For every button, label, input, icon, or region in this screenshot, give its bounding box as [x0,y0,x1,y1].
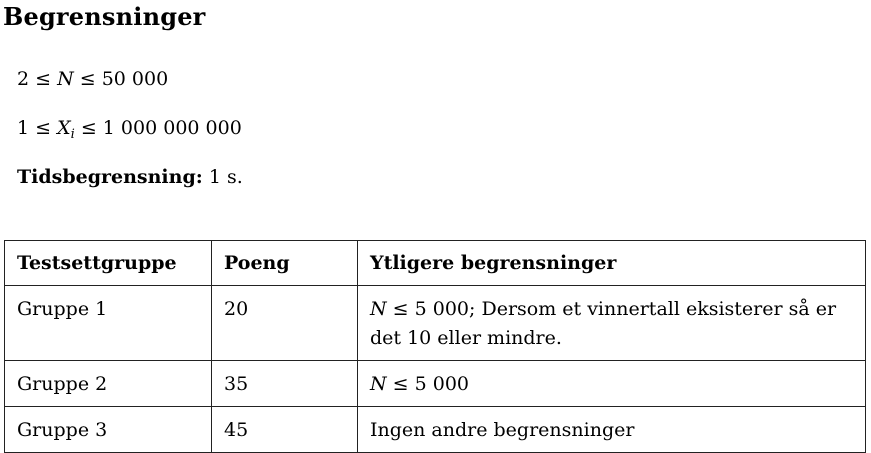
x-variable: X [57,117,71,139]
header-group: Testsettgruppe [5,241,212,286]
constraint-variable: N [370,373,387,395]
points-cell: 35 [212,361,358,407]
n-constraint: 2 ≤ N ≤ 50 000 [17,68,169,90]
header-points: Poeng [212,241,358,286]
n-upper-bound: 50 000 [101,68,169,90]
constraint-variable: N [370,298,387,320]
x-lower-bound: 1 [17,117,30,139]
time-limit [17,166,243,188]
page-title: Begrensninger [3,2,206,31]
constraint-note: ; Dersom et vinnertall eksisterer så er [469,298,837,320]
constraint-cell: N ≤ 5 000 [358,361,866,407]
time-limit-label: Tidsbegrensning: [17,166,203,188]
table-row [5,407,866,453]
constraint-note-continued: det 10 eller mindre. [370,327,562,349]
table-header-row [5,241,866,286]
constraint-cell: Ingen andre begrensninger [358,407,866,453]
test-group-table [4,240,866,453]
group-cell: Gruppe 2 [5,361,212,407]
n-lower-bound: 2 [17,68,30,90]
group-cell: Gruppe 3 [5,407,212,453]
x-constraint: $1 \le X_i \le 1$ 000 000 000 [17,117,242,142]
constraint-bound: 5 000 [414,373,470,395]
constraint-bound: 5 000 [414,298,470,320]
constraint-cell: N ≤ 5 000; Dersom et vinnertall eksisterer så er det 10 eller mindre. [358,286,866,361]
group-cell: Gruppe 1 [5,286,212,361]
table-row [5,361,866,407]
table-row [5,286,866,361]
header-constraints: Ytligere begrensninger [358,241,866,286]
points-cell: 45 [212,407,358,453]
time-limit-value: 1 s. [208,166,243,188]
x-upper-bound: 1 000 000 000 [102,117,242,139]
points-cell: 20 [212,286,358,361]
n-variable: N [57,68,74,90]
x-subscript: i [70,127,75,142]
